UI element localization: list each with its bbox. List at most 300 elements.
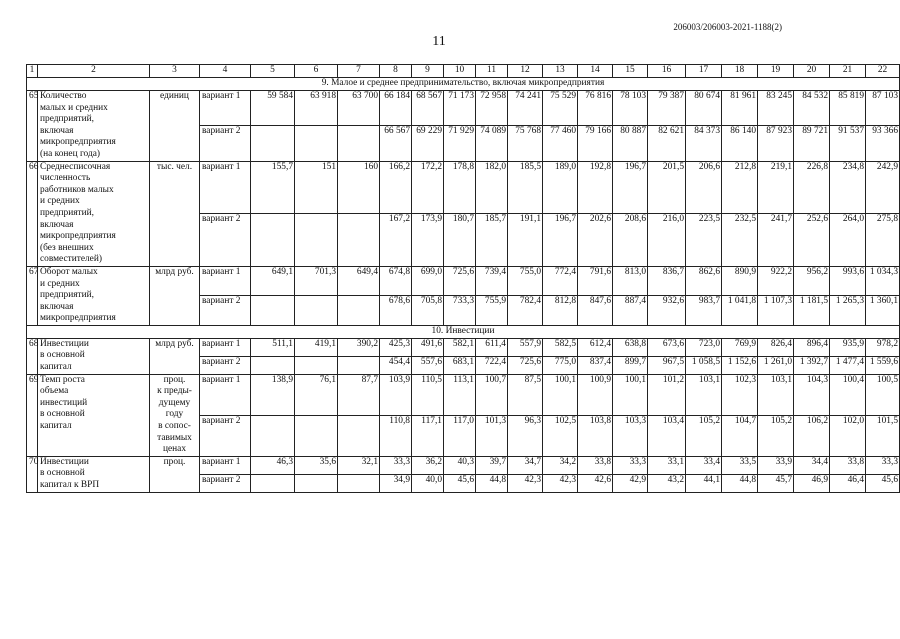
- variant-label: вариант 2: [200, 126, 251, 161]
- value-cell: 69 229: [412, 126, 444, 161]
- row-index: 68: [27, 338, 38, 374]
- unit-of-measure: [150, 374, 200, 456]
- column-number: 10: [444, 65, 476, 78]
- indicator-name-line: Инвестиции: [40, 456, 89, 467]
- value-cell: 42,9: [613, 474, 648, 492]
- value-cell: 42,3: [543, 474, 578, 492]
- value-cell: 678,6: [380, 296, 412, 325]
- value-cell: 782,4: [508, 296, 543, 325]
- unit-of-measure: [150, 338, 200, 374]
- value-cell: 33,3: [380, 456, 412, 474]
- indicator-name-line: Темп роста: [40, 374, 85, 385]
- indicator-name-line: предприятий,: [40, 207, 95, 218]
- indicator-name-line: капитал: [40, 421, 72, 432]
- value-cell: 44,8: [476, 474, 508, 492]
- value-cell: 454,4: [380, 356, 412, 374]
- value-cell: 102,3: [722, 374, 758, 415]
- indicator-name-line: Среднесписочная: [40, 161, 111, 172]
- value-cell: 649,4: [338, 266, 380, 295]
- value-cell: 847,6: [578, 296, 613, 325]
- value-cell: 84 532: [794, 91, 830, 126]
- value-cell: 612,4: [578, 338, 613, 356]
- value-cell: 1 034,3: [866, 266, 900, 295]
- value-cell: 182,0: [476, 161, 508, 214]
- value-cell: 102,0: [830, 415, 866, 456]
- value-cell: 1 392,7: [794, 356, 830, 374]
- value-cell: 71 929: [444, 126, 476, 161]
- value-cell: 202,6: [578, 214, 613, 267]
- section-title: 9. Малое и среднее предпринимательство, включая микропредприятия: [27, 78, 900, 91]
- indicator-name: [38, 374, 150, 456]
- value-cell: 725,6: [508, 356, 543, 374]
- value-cell: 85 819: [830, 91, 866, 126]
- value-cell: 103,9: [380, 374, 412, 415]
- value-cell: 582,5: [543, 338, 578, 356]
- value-cell: 100,5: [866, 374, 900, 415]
- indicator-name-line: Инвестиции: [40, 338, 89, 349]
- indicator-name-line: микропредприятия: [40, 313, 116, 324]
- value-cell: 93 366: [866, 126, 900, 161]
- value-cell: 80 674: [686, 91, 722, 126]
- value-cell: 101,2: [648, 374, 686, 415]
- column-number: 13: [543, 65, 578, 78]
- indicator-name-line: предприятий,: [40, 290, 95, 301]
- indicator-name-line: микропредприятия: [40, 231, 116, 242]
- unit-line: дущему: [158, 397, 191, 408]
- unit-line: в сопос-: [158, 421, 191, 432]
- value-cell: 252,6: [794, 214, 830, 267]
- variant-label: вариант 1: [200, 338, 251, 356]
- value-cell: 705,8: [412, 296, 444, 325]
- value-cell: 33,4: [686, 456, 722, 474]
- column-number: 3: [150, 65, 200, 78]
- value-cell: 101,3: [476, 415, 508, 456]
- value-cell: 87,7: [338, 374, 380, 415]
- value-cell: 890,9: [722, 266, 758, 295]
- unit-line: млрд руб.: [155, 266, 194, 277]
- value-cell: 611,4: [476, 338, 508, 356]
- value-cell: 105,2: [758, 415, 794, 456]
- value-cell: 264,0: [830, 214, 866, 267]
- value-cell: 77 460: [543, 126, 578, 161]
- unit-of-measure: [150, 456, 200, 492]
- value-cell: 674,8: [380, 266, 412, 295]
- value-cell: 34,2: [543, 456, 578, 474]
- value-cell: 84 373: [686, 126, 722, 161]
- value-cell: 178,8: [444, 161, 476, 214]
- column-number: 12: [508, 65, 543, 78]
- value-cell: 557,9: [508, 338, 543, 356]
- value-cell: 166,2: [380, 161, 412, 214]
- value-cell: 110,8: [380, 415, 412, 456]
- column-number: 17: [686, 65, 722, 78]
- value-cell: 34,7: [508, 456, 543, 474]
- value-cell: 100,4: [830, 374, 866, 415]
- value-cell: 491,6: [412, 338, 444, 356]
- value-cell: 103,1: [686, 374, 722, 415]
- value-cell: 78 103: [613, 91, 648, 126]
- value-cell: 185,7: [476, 214, 508, 267]
- value-cell: 100,9: [578, 374, 613, 415]
- value-cell: 75 529: [543, 91, 578, 126]
- value-cell: 76 816: [578, 91, 613, 126]
- variant-label: вариант 2: [200, 296, 251, 325]
- data-table: [26, 64, 900, 493]
- value-cell: 63 700: [338, 91, 380, 126]
- value-cell: 39,7: [476, 456, 508, 474]
- value-cell: [338, 356, 380, 374]
- value-cell: 87 103: [866, 91, 900, 126]
- value-cell: 242,9: [866, 161, 900, 214]
- row-index: 69: [27, 374, 38, 456]
- value-cell: 219,1: [758, 161, 794, 214]
- value-cell: 44,1: [686, 474, 722, 492]
- value-cell: 791,6: [578, 266, 613, 295]
- column-number: 21: [830, 65, 866, 78]
- value-cell: 1 058,5: [686, 356, 722, 374]
- row-index: 67: [27, 266, 38, 325]
- column-number: 2: [38, 65, 150, 78]
- indicator-name: [38, 338, 150, 374]
- value-cell: 160: [338, 161, 380, 214]
- value-cell: 79 387: [648, 91, 686, 126]
- value-cell: 511,1: [251, 338, 295, 356]
- value-cell: 701,3: [295, 266, 338, 295]
- value-cell: 557,6: [412, 356, 444, 374]
- value-cell: 100,1: [543, 374, 578, 415]
- value-cell: 113,1: [444, 374, 476, 415]
- value-cell: 813,0: [613, 266, 648, 295]
- value-cell: 212,8: [722, 161, 758, 214]
- unit-line: млрд руб.: [155, 338, 194, 349]
- value-cell: 201,5: [648, 161, 686, 214]
- value-cell: 33,3: [613, 456, 648, 474]
- unit-line: ценах: [162, 444, 187, 455]
- unit-of-measure: [150, 161, 200, 266]
- indicator-name-line: включая: [40, 125, 74, 136]
- value-cell: 91 537: [830, 126, 866, 161]
- value-cell: 216,0: [648, 214, 686, 267]
- value-cell: 82 621: [648, 126, 686, 161]
- document-code: 206003/206003-2021-1188(2): [673, 22, 782, 32]
- value-cell: 86 140: [722, 126, 758, 161]
- variant-label: вариант 2: [200, 415, 251, 456]
- indicator-name-line: в основной: [40, 468, 85, 479]
- value-cell: 151: [295, 161, 338, 214]
- value-cell: [295, 214, 338, 267]
- column-number: 16: [648, 65, 686, 78]
- unit-line: тавимых: [157, 432, 192, 443]
- unit-line: единиц: [160, 91, 189, 101]
- indicator-name-line: в основной: [40, 350, 85, 361]
- value-cell: 43,2: [648, 474, 686, 492]
- value-cell: 44,8: [722, 474, 758, 492]
- value-cell: 45,6: [444, 474, 476, 492]
- value-cell: 89 721: [794, 126, 830, 161]
- value-cell: 208,6: [613, 214, 648, 267]
- value-cell: 673,6: [648, 338, 686, 356]
- value-cell: 192,8: [578, 161, 613, 214]
- value-cell: 87,5: [508, 374, 543, 415]
- value-cell: 425,3: [380, 338, 412, 356]
- row-index: 65: [27, 91, 38, 162]
- indicator-name-line: в основной: [40, 409, 85, 420]
- value-cell: 76,1: [295, 374, 338, 415]
- value-cell: 117,0: [444, 415, 476, 456]
- indicator-name-line: предприятий,: [40, 114, 95, 125]
- value-cell: 45,6: [866, 474, 900, 492]
- value-cell: [338, 214, 380, 267]
- value-cell: 223,5: [686, 214, 722, 267]
- value-cell: 106,2: [794, 415, 830, 456]
- value-cell: 1 261,0: [758, 356, 794, 374]
- value-cell: 185,5: [508, 161, 543, 214]
- unit-line: проц.: [163, 374, 186, 385]
- value-cell: 723,0: [686, 338, 722, 356]
- indicator-name-line: работников малых: [40, 184, 114, 195]
- value-cell: 226,8: [794, 161, 830, 214]
- value-cell: 46,4: [830, 474, 866, 492]
- value-cell: [295, 415, 338, 456]
- value-cell: 826,4: [758, 338, 794, 356]
- value-cell: 33,8: [578, 456, 613, 474]
- column-number: 15: [613, 65, 648, 78]
- value-cell: 33,5: [722, 456, 758, 474]
- value-cell: 155,7: [251, 161, 295, 214]
- table-row: [27, 338, 900, 356]
- value-cell: 725,6: [444, 266, 476, 295]
- value-cell: 103,8: [578, 415, 613, 456]
- indicator-name-line: Оборот малых: [40, 266, 98, 277]
- indicator-name: [38, 266, 150, 325]
- value-cell: 862,6: [686, 266, 722, 295]
- value-cell: [295, 126, 338, 161]
- unit-line: проц.: [163, 456, 186, 467]
- value-cell: [251, 356, 295, 374]
- value-cell: 1 107,3: [758, 296, 794, 325]
- indicator-name-line: капитал к ВРП: [40, 480, 100, 490]
- value-cell: 75 768: [508, 126, 543, 161]
- value-cell: 102,5: [543, 415, 578, 456]
- column-number: 4: [200, 65, 251, 78]
- value-cell: 196,7: [543, 214, 578, 267]
- value-cell: 922,2: [758, 266, 794, 295]
- value-cell: 755,0: [508, 266, 543, 295]
- value-cell: 72 958: [476, 91, 508, 126]
- value-cell: 196,7: [613, 161, 648, 214]
- variant-label: вариант 2: [200, 356, 251, 374]
- value-cell: 33,3: [866, 456, 900, 474]
- value-cell: 419,1: [295, 338, 338, 356]
- value-cell: [251, 296, 295, 325]
- section-title: 10. Инвестиции: [27, 325, 900, 338]
- value-cell: 582,1: [444, 338, 476, 356]
- value-cell: 755,9: [476, 296, 508, 325]
- value-cell: 769,9: [722, 338, 758, 356]
- column-number: 14: [578, 65, 613, 78]
- value-cell: 932,6: [648, 296, 686, 325]
- table-row: [27, 266, 900, 295]
- column-number: 7: [338, 65, 380, 78]
- value-cell: 59 584: [251, 91, 295, 126]
- column-number: 20: [794, 65, 830, 78]
- value-cell: 167,2: [380, 214, 412, 267]
- value-cell: 33,1: [648, 456, 686, 474]
- value-cell: 68 567: [412, 91, 444, 126]
- value-cell: 638,8: [613, 338, 648, 356]
- indicator-name-line: и средних: [40, 278, 80, 289]
- column-number: 19: [758, 65, 794, 78]
- value-cell: 71 173: [444, 91, 476, 126]
- table-row: [27, 456, 900, 474]
- value-cell: 40,0: [412, 474, 444, 492]
- unit-line: к преды-: [157, 386, 192, 397]
- value-cell: 775,0: [543, 356, 578, 374]
- value-cell: 104,7: [722, 415, 758, 456]
- value-cell: 138,9: [251, 374, 295, 415]
- unit-line: году: [165, 409, 184, 420]
- value-cell: 699,0: [412, 266, 444, 295]
- value-cell: [251, 126, 295, 161]
- value-cell: 739,4: [476, 266, 508, 295]
- value-cell: 33,8: [830, 456, 866, 474]
- column-number: 1: [27, 65, 38, 78]
- value-cell: 74 241: [508, 91, 543, 126]
- value-cell: 1 181,5: [794, 296, 830, 325]
- value-cell: 100,7: [476, 374, 508, 415]
- column-number: 9: [412, 65, 444, 78]
- indicator-name-line: включая: [40, 219, 74, 230]
- value-cell: 33,9: [758, 456, 794, 474]
- value-cell: 1 360,1: [866, 296, 900, 325]
- value-cell: [295, 356, 338, 374]
- value-cell: 63 918: [295, 91, 338, 126]
- value-cell: 683,1: [444, 356, 476, 374]
- value-cell: 896,4: [794, 338, 830, 356]
- value-cell: 232,5: [722, 214, 758, 267]
- value-cell: 1 152,6: [722, 356, 758, 374]
- value-cell: [251, 415, 295, 456]
- variant-label: вариант 1: [200, 161, 251, 214]
- value-cell: 104,3: [794, 374, 830, 415]
- indicator-name-line: совместителей): [40, 254, 102, 265]
- row-index: 70: [27, 456, 38, 492]
- value-cell: 275,8: [866, 214, 900, 267]
- value-cell: 35,6: [295, 456, 338, 474]
- column-number: 8: [380, 65, 412, 78]
- value-cell: [338, 296, 380, 325]
- indicator-name-line: Количество: [40, 91, 87, 101]
- value-cell: 105,2: [686, 415, 722, 456]
- column-number: 5: [251, 65, 295, 78]
- value-cell: 32,1: [338, 456, 380, 474]
- indicator-name-line: численность: [40, 173, 91, 184]
- value-cell: 83 245: [758, 91, 794, 126]
- indicator-name-line: капитал: [40, 362, 72, 373]
- indicator-name-line: малых и средних: [40, 102, 108, 113]
- value-cell: 172,2: [412, 161, 444, 214]
- value-cell: 390,2: [338, 338, 380, 356]
- column-number: 11: [476, 65, 508, 78]
- value-cell: 649,1: [251, 266, 295, 295]
- value-cell: 234,8: [830, 161, 866, 214]
- variant-label: вариант 1: [200, 456, 251, 474]
- value-cell: 101,5: [866, 415, 900, 456]
- column-number: 22: [866, 65, 900, 78]
- indicator-name-line: объема: [40, 386, 69, 397]
- value-cell: 967,5: [648, 356, 686, 374]
- value-cell: [338, 126, 380, 161]
- value-cell: 836,7: [648, 266, 686, 295]
- table-row: [27, 374, 900, 415]
- value-cell: 899,7: [613, 356, 648, 374]
- value-cell: 180,7: [444, 214, 476, 267]
- value-cell: 46,9: [794, 474, 830, 492]
- indicator-name-line: и средних: [40, 196, 80, 207]
- value-cell: [295, 296, 338, 325]
- value-cell: 66 184: [380, 91, 412, 126]
- value-cell: [338, 415, 380, 456]
- indicator-name-line: инвестиций: [40, 397, 88, 408]
- value-cell: 837,4: [578, 356, 613, 374]
- value-cell: 733,3: [444, 296, 476, 325]
- value-cell: 46,3: [251, 456, 295, 474]
- value-cell: [251, 474, 295, 492]
- value-cell: 103,3: [613, 415, 648, 456]
- value-cell: 100,1: [613, 374, 648, 415]
- value-cell: [251, 214, 295, 267]
- value-cell: 1 265,3: [830, 296, 866, 325]
- value-cell: 34,9: [380, 474, 412, 492]
- value-cell: 87 923: [758, 126, 794, 161]
- value-cell: 34,4: [794, 456, 830, 474]
- value-cell: 241,7: [758, 214, 794, 267]
- indicator-name-line: включая: [40, 301, 74, 312]
- value-cell: 1 559,6: [866, 356, 900, 374]
- unit-of-measure: [150, 91, 200, 162]
- value-cell: 983,7: [686, 296, 722, 325]
- value-cell: 993,6: [830, 266, 866, 295]
- value-cell: 173,9: [412, 214, 444, 267]
- value-cell: 40,3: [444, 456, 476, 474]
- indicator-name: [38, 91, 150, 162]
- variant-label: вариант 1: [200, 374, 251, 415]
- value-cell: 117,1: [412, 415, 444, 456]
- value-cell: [338, 474, 380, 492]
- value-cell: 812,8: [543, 296, 578, 325]
- value-cell: 1 041,8: [722, 296, 758, 325]
- unit-of-measure: [150, 266, 200, 325]
- page-number: 11: [432, 34, 446, 49]
- indicator-name-line: микропредприятия: [40, 137, 116, 148]
- value-cell: 978,2: [866, 338, 900, 356]
- value-cell: 36,2: [412, 456, 444, 474]
- value-cell: 1 477,4: [830, 356, 866, 374]
- section-row: [27, 325, 900, 338]
- value-cell: 103,4: [648, 415, 686, 456]
- column-number: 6: [295, 65, 338, 78]
- row-index: 66: [27, 161, 38, 266]
- table-row: [27, 161, 900, 214]
- variant-label: вариант 2: [200, 474, 251, 492]
- variant-label: вариант 2: [200, 214, 251, 267]
- value-cell: [295, 474, 338, 492]
- variant-label: вариант 1: [200, 91, 251, 126]
- value-cell: 722,4: [476, 356, 508, 374]
- header-row: [27, 65, 900, 78]
- value-cell: 66 567: [380, 126, 412, 161]
- indicator-name: [38, 456, 150, 492]
